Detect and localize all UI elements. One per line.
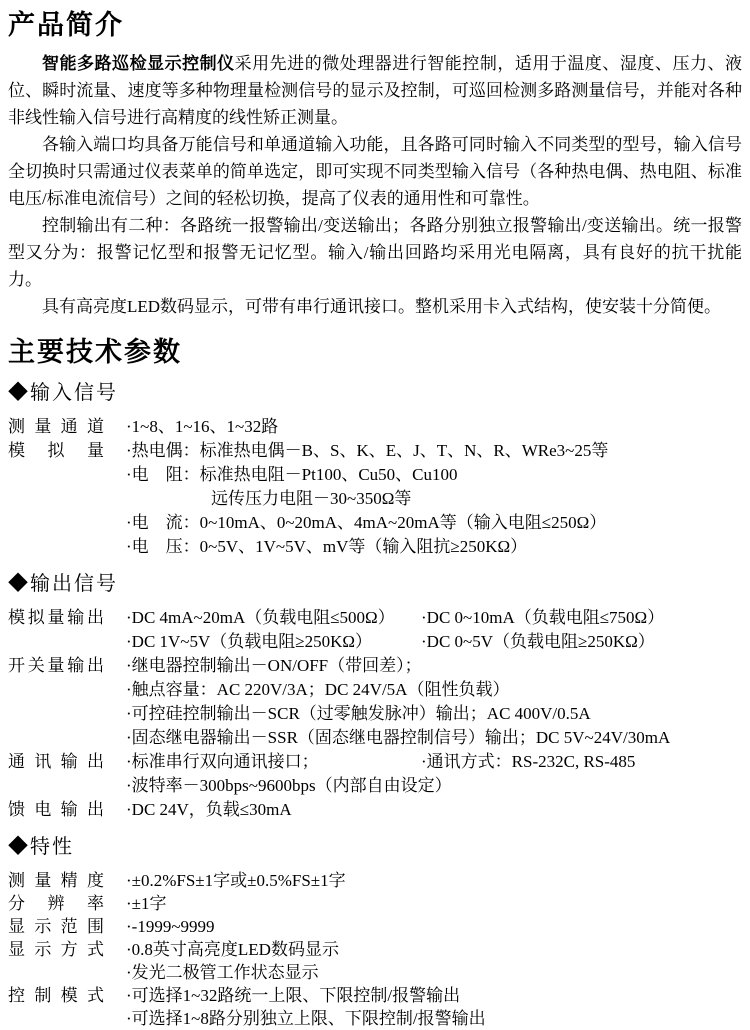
spec-line-segment: ·±1字 — [126, 894, 167, 913]
spec-row — [8, 892, 742, 915]
spec-row-label: 开关量输出 — [8, 656, 104, 675]
spec-line-segment: ·波特率－300bps~9600bps（内部自由设定） — [126, 776, 452, 795]
spec-row — [8, 415, 742, 439]
spec-row — [8, 915, 742, 938]
spec-line-segment: ·继电器控制输出－ON/OFF（带回差）； — [126, 656, 422, 675]
spec-row-label: 显示范围 — [8, 917, 104, 936]
spec-line — [126, 702, 742, 726]
spec-row — [8, 606, 742, 654]
spec-line-segment: ·DC 0~10mA（负载电阻≤750Ω） — [421, 608, 665, 627]
spec-line — [126, 984, 742, 1007]
spec-row-lines — [126, 984, 742, 1030]
spec-line — [126, 511, 742, 535]
spec-line-segment: ·电 阻：标准热电阻－Pt100、Cu50、Cu100 — [126, 465, 458, 484]
spec-row-lines — [126, 938, 742, 984]
product-name-bold: 智能多路巡检显示控制仪 — [42, 54, 235, 73]
spec-line-segment: ·触点容量：AC 220V/3A；DC 24V/5A（阻性负载） — [126, 680, 510, 699]
spec-row — [8, 798, 742, 822]
spec-line-segment: ·DC 0~5V（负载电阻≥250KΩ） — [421, 632, 655, 651]
spec-line-segment: ·热电偶：标准热电偶－B、S、K、E、J、T、N、R、WRe3~25等 — [126, 441, 609, 460]
spec-row — [8, 439, 742, 559]
spec-rows — [8, 869, 742, 1030]
spec-line — [126, 869, 742, 892]
spec-row-label: 模拟量输出 — [8, 608, 104, 627]
spec-row-label: 测量精度 — [8, 871, 104, 890]
spec-line — [126, 439, 742, 463]
spec-line — [126, 892, 742, 915]
spec-row-lines — [126, 915, 742, 938]
spec-line — [126, 750, 742, 774]
spec-row-label: 测量通道 — [8, 417, 104, 436]
spec-line-segment: ·-1999~9999 — [126, 917, 215, 936]
spec-row-lines — [126, 869, 742, 892]
spec-line-segment: ·可选择1~32路统一上限、下限控制/报警输出 — [126, 986, 461, 1005]
spec-line-segment: ·DC 1V~5V（负载电阻≥250KΩ） — [126, 632, 373, 651]
spec-line — [126, 938, 742, 961]
spec-line — [126, 726, 742, 750]
intro-paragraphs — [8, 50, 742, 320]
spec-row-label: 分辨率 — [8, 894, 104, 913]
spec-line-segment: 远传压力电阻－30~350Ω等 — [126, 489, 412, 508]
spec-line-segment: ·电 流：0~10mA、0~20mA、4mA~20mA等（输入电阻≤250Ω） — [126, 513, 607, 532]
spec-line — [126, 630, 742, 654]
spec-line-segment: ·电 压：0~5V、1V~5V、mV等（输入阻抗≥250KΩ） — [126, 537, 528, 556]
intro-paragraph: 具有高亮度LED数码显示，可带有串行通讯接口。整机采用卡入式结构，使安装十分简便。 — [42, 297, 722, 316]
spec-line — [126, 961, 742, 984]
spec-row — [8, 938, 742, 984]
spec-line-segment: ·1~8、1~16、1~32路 — [126, 417, 279, 436]
spec-line — [126, 915, 742, 938]
spec-line-segment: ·DC 4mA~20mA（负载电阻≤500Ω） — [126, 608, 395, 627]
spec-row-label: 控制模式 — [8, 986, 104, 1005]
spec-sections — [8, 381, 742, 1030]
spec-row — [8, 984, 742, 1030]
spec-section-heading: ◆特性 — [8, 836, 74, 858]
spec-line-segment: ·固态继电器输出－SSR（固态继电器控制信号）输出；DC 5V~24V/30mA — [126, 728, 671, 747]
intro-paragraph: 智能多路巡检显示控制仪采用先进的微处理器进行智能控制，适用于温度、湿度、压力、液位、瞬时流量、速度等多种物理量检测信号的显示及控制，可巡回检测多路测量信号，并能对各种非线性输入信号进行高精度的线性矫正测量。 — [8, 54, 742, 127]
spec-line-segment: ·可控硅控制输出－SCR（过零触发脉冲）输出；AC 400V/0.5A — [126, 704, 591, 723]
intro-paragraph: 控制输出有二种：各路统一报警输出/变送输出；各路分别独立报警输出/变送输出。统一报警型又分为：报警记忆型和报警无记忆型。输入/输出回路均采用光电隔离，具有良好的抗干扰能力。 — [8, 216, 742, 289]
spec-row-lines — [126, 798, 742, 822]
spec-rows — [8, 606, 742, 822]
spec-line — [126, 606, 742, 630]
spec-row-lines — [126, 654, 742, 750]
spec-row-label: 馈电输出 — [8, 800, 104, 819]
spec-line — [126, 463, 742, 487]
spec-section — [8, 381, 742, 559]
spec-row-label: 显示方式 — [8, 940, 104, 959]
spec-line — [126, 487, 742, 511]
spec-row-lines — [126, 892, 742, 915]
spec-row — [8, 654, 742, 750]
spec-rows — [8, 415, 742, 559]
spec-section-heading: ◆输出信号 — [8, 573, 118, 595]
spec-line-segment: ·可选择1~8路分别独立上限、下限控制/报警输出 — [126, 1009, 486, 1028]
spec-line-segment: ·标准串行双向通讯接口； — [126, 752, 319, 771]
spec-row-lines — [126, 606, 742, 654]
spec-line — [126, 415, 742, 439]
spec-line — [126, 1007, 742, 1030]
spec-row — [8, 869, 742, 892]
spec-line-segment: ·0.8英寸高亮度LED数码显示 — [126, 940, 339, 959]
spec-row-lines — [126, 439, 742, 559]
spec-line — [126, 774, 742, 798]
intro-title: 产品简介 — [8, 10, 124, 40]
spec-section — [8, 572, 742, 822]
intro-paragraph: 各输入端口均具备万能信号和单通道输入功能，且各路可同时输入不同类型的型号，输入信号全切换时只需通过仪表菜单的简单选定，即可实现不同类型输入信号（各种热电偶、热电阻、标准电压/标准电流信号）之间的轻松切换，提高了仪表的通用性和可靠性。 — [8, 135, 742, 208]
spec-row — [8, 750, 742, 798]
spec-line-segment: ·发光二极管工作状态显示 — [126, 963, 319, 982]
spec-row-label: 模拟量 — [8, 441, 104, 460]
spec-line — [126, 535, 742, 559]
spec-row-label: 通讯输出 — [8, 752, 104, 771]
spec-row-lines — [126, 750, 742, 798]
spec-line — [126, 798, 742, 822]
spec-line-segment: ·±0.2%FS±1字或±0.5%FS±1字 — [126, 871, 346, 890]
spec-line-segment: ·DC 24V，负载≤30mA — [126, 800, 292, 819]
spec-line — [126, 654, 742, 678]
spec-line — [126, 678, 742, 702]
spec-row-lines — [126, 415, 742, 439]
spec-section-heading: ◆输入信号 — [8, 382, 118, 404]
specs-title: 主要技术参数 — [8, 337, 182, 367]
spec-line-segment: ·通讯方式：RS-232C, RS-485 — [421, 752, 636, 771]
